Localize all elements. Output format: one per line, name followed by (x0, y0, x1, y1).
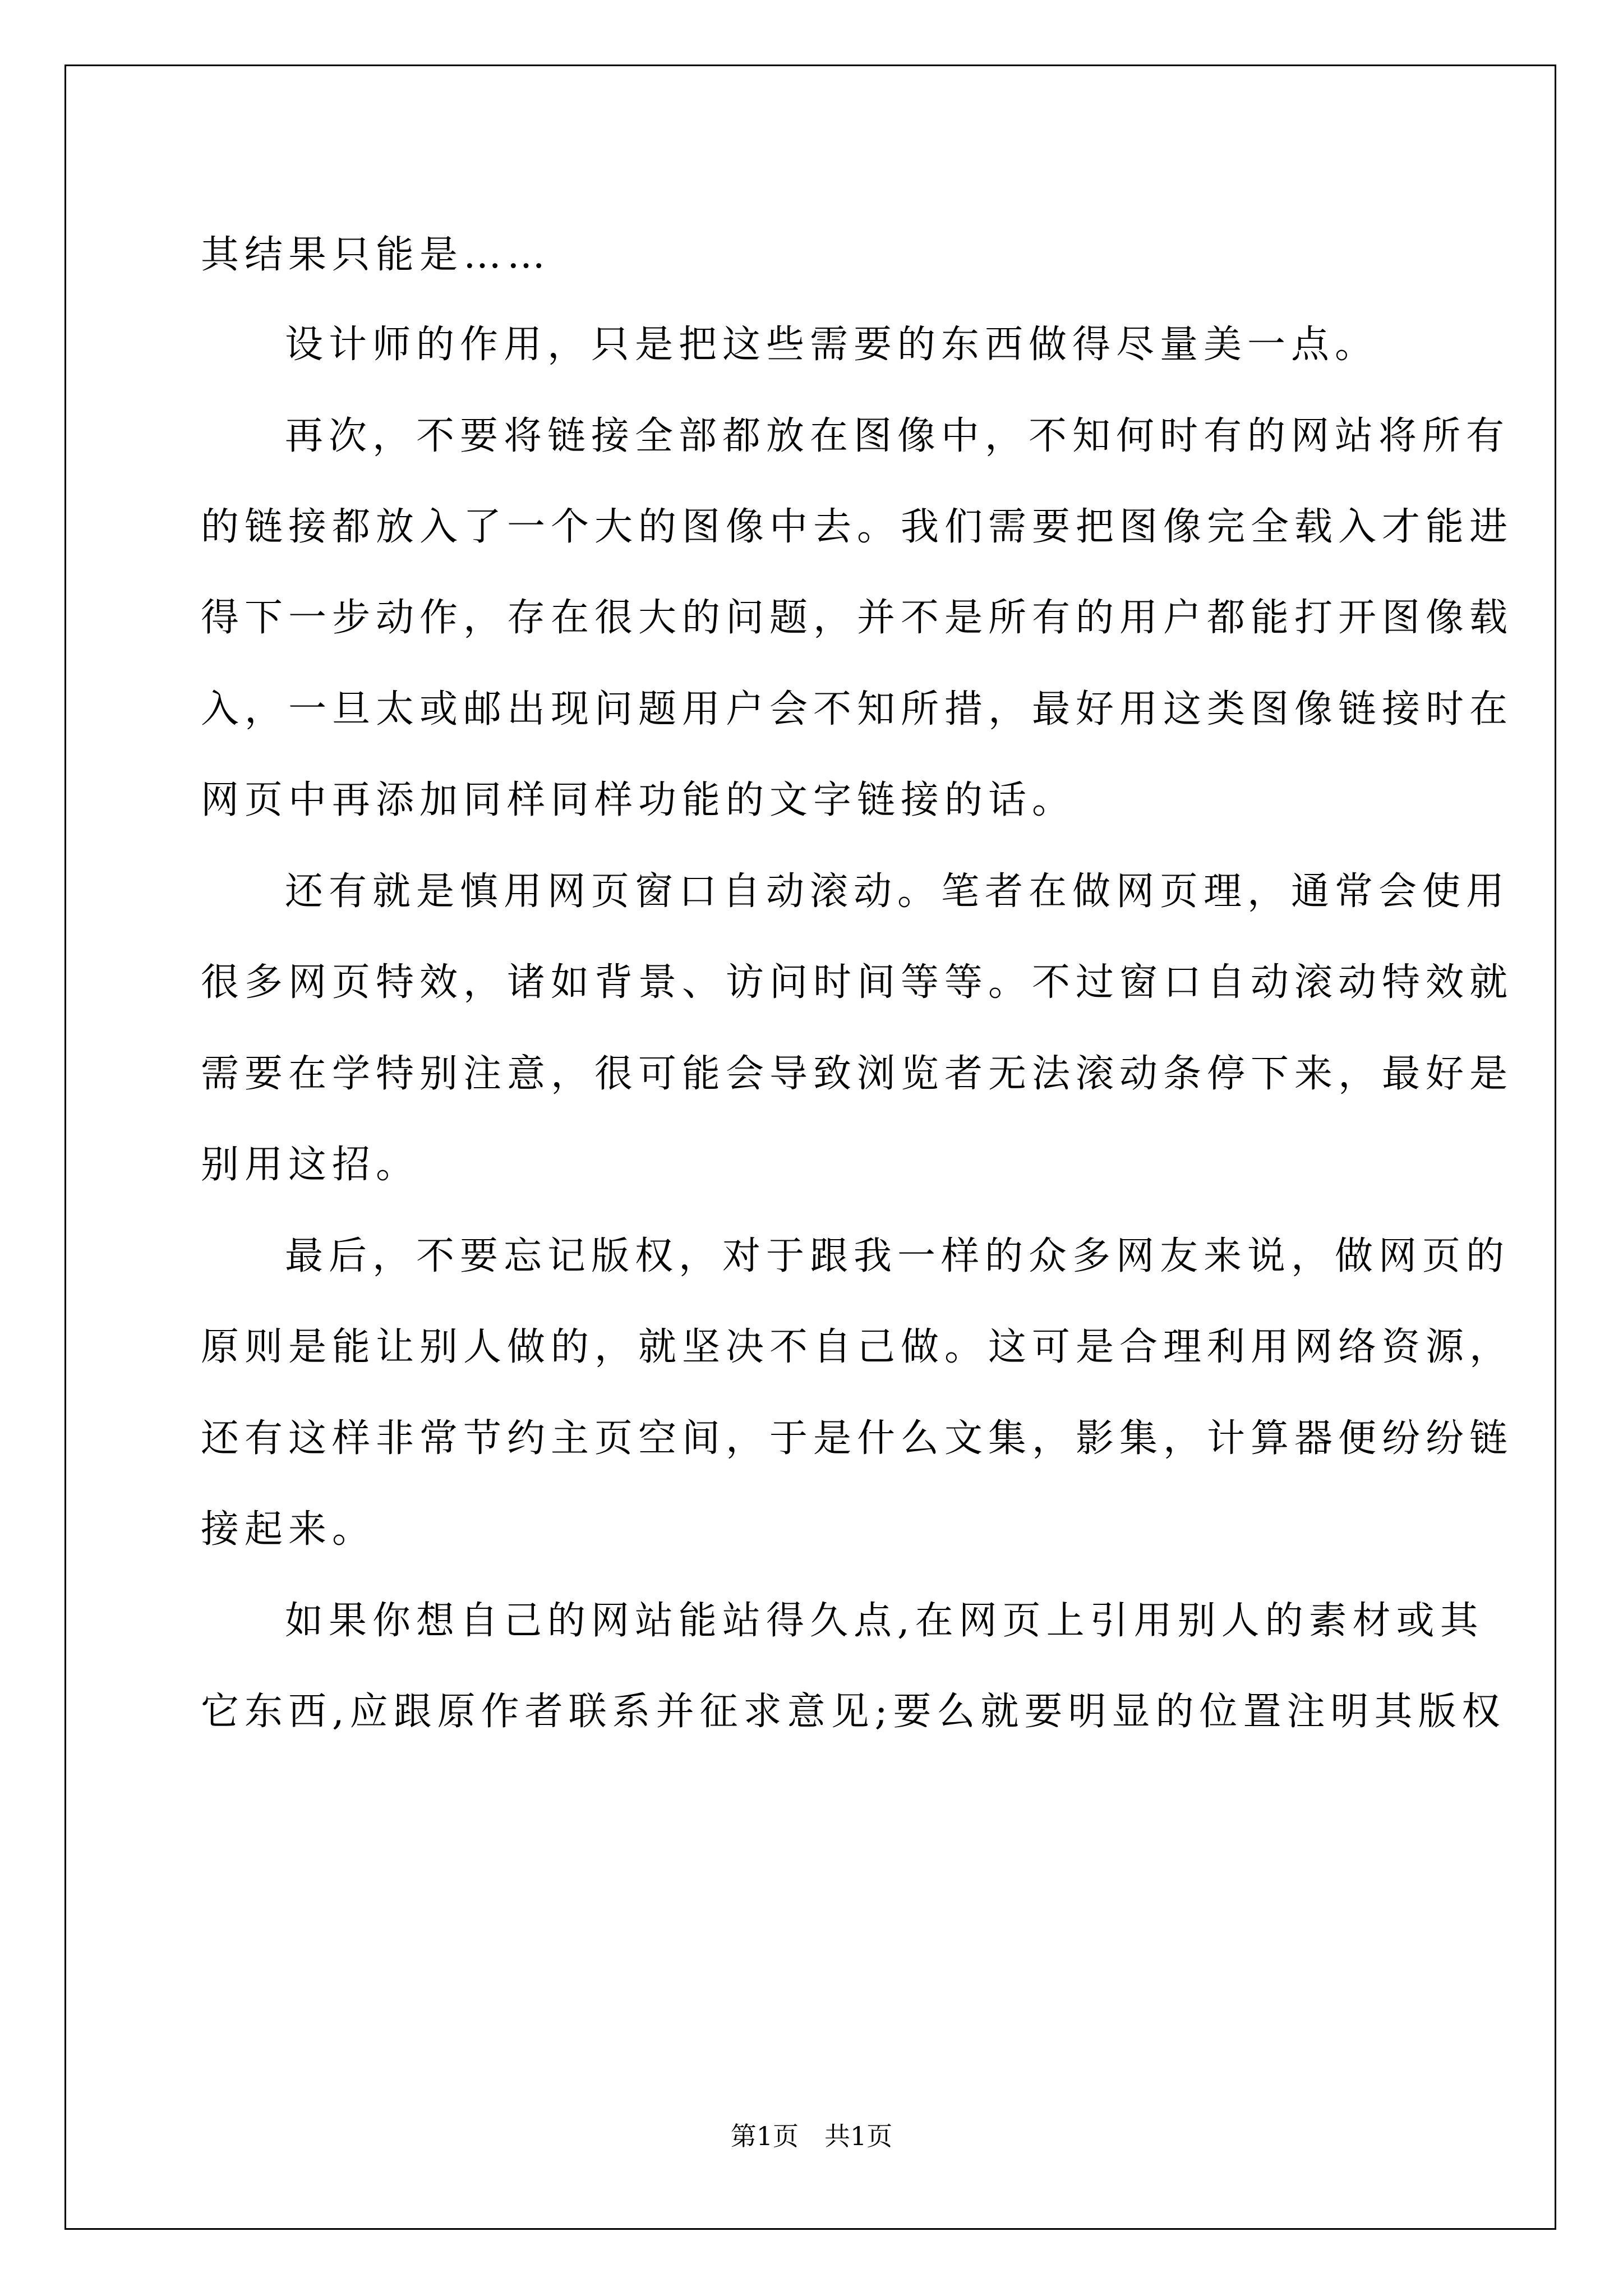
text-line: 网页中再添加同样同样功能的文字链接的话。 (201, 778, 1076, 822)
text-line: 其结果只能是…… (201, 233, 551, 277)
text-line: 的链接都放入了一个大的图像中去。我们需要把图像完全载入才能进 (201, 505, 1514, 549)
paragraph-first-line: 如果你想自己的网站能站得久点,在网页上引用别人的素材或其 (285, 1599, 1484, 1643)
paragraph-first-line: 设计师的作用，只是把这些需要的东西做得尽量美一点。 (285, 323, 1379, 367)
text-line: 接起来。 (201, 1507, 376, 1552)
paragraph-first-line: 再次，不要将链接全部都放在图像中，不知何时有的网站将所有 (285, 414, 1510, 458)
text-line: 入，一旦太或邮出现问题用户会不知所措，最好用这类图像链接时在 (201, 687, 1514, 731)
text-line: 它东西,应跟原作者联系并征求意见;要么就要明显的位置注明其版权 (201, 1690, 1506, 1734)
text-line: 需要在学特别注意，很可能会导致浏览者无法滚动条停下来，最好是 (201, 1052, 1514, 1096)
text-line: 还有这样非常节约主页空间，于是什么文集，影集，计算器便纷纷链 (201, 1416, 1514, 1461)
text-line: 得下一步动作，存在很大的问题，并不是所有的用户都能打开图像载 (201, 596, 1514, 640)
paragraph-first-line: 最后，不要忘记版权，对于跟我一样的众多网友来说，做网页的 (285, 1234, 1510, 1278)
text-line: 很多网页特效，诸如背景、访问时间等等。不过窗口自动滚动特效就 (201, 960, 1514, 1005)
text-line: 原则是能让别人做的，就坚决不自己做。这可是合理利用网络资源， (201, 1325, 1514, 1369)
paragraph-first-line: 还有就是慎用网页窗口自动滚动。笔者在做网页理，通常会使用 (285, 869, 1510, 914)
page-footer: 第1页 共1页 (730, 2121, 893, 2151)
text-line: 别用这招。 (201, 1143, 420, 1187)
